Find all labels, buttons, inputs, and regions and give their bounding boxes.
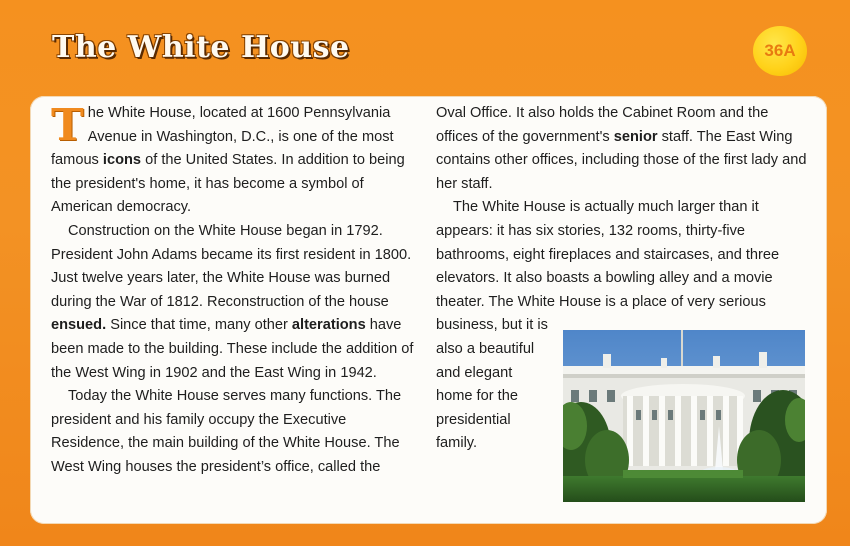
paragraph-2	[51, 220, 421, 385]
paragraph-text: Oval Office. It also holds the Cabinet Room and the offices of the government's	[436, 105, 769, 145]
paragraph-text: he White House, located at 1600 Pennsylvania Avenue in Washington, D.C., is one of the most famous	[51, 105, 394, 169]
vocab-word: senior	[613, 128, 658, 145]
vocab-word: alterations	[291, 317, 366, 334]
page-title: The White House	[52, 30, 350, 65]
paragraph-4-line: home for the	[436, 388, 518, 405]
paragraph-4-line: family.	[436, 435, 478, 452]
paragraph-3-continued	[436, 102, 812, 196]
paragraph-text: Since that time, many other	[106, 317, 292, 334]
text-panel	[30, 96, 827, 524]
vocab-word: icons	[102, 152, 142, 169]
paragraph-text: staff. The East Wing contains other offices, including those of the first lady and her staff.	[436, 128, 807, 192]
left-column	[51, 102, 421, 480]
paragraph-4-line: presidential	[436, 411, 511, 428]
paragraph-4: The White House is actually much larger than it appears: it has six stories, 132 rooms, thirty-five bathrooms, eight fireplaces and staircases, and three elevators. It also boasts a bowling alley and a movie theater. The White House is a place of very serious business, but it is	[436, 199, 780, 334]
page-badge: 36A	[753, 26, 807, 76]
drop-cap: T	[51, 100, 84, 151]
paragraph-text: have been made to the building. These include the addition of the West Wing in 1902 and the East Wing in 1942.	[51, 317, 414, 381]
paragraph-4-line: and elegant	[436, 364, 513, 381]
paragraph-3: Today the White House serves many functions. The president and his family occupy the Executive Residence, the main building of the White House. The West Wing houses the president’s office, called the	[51, 388, 402, 475]
paragraph-text: of the United States. In addition to being the president's home, it has become a symbol of American democracy.	[51, 152, 405, 216]
paragraph-1	[51, 102, 421, 220]
white-house-photo	[563, 330, 805, 502]
paragraph-text: Construction on the White House began in 1792. President John Adams became its first resident in 1800. Just twelve years later, the White House was burned during the War of 1812. Reconstruction of the house	[51, 222, 412, 310]
paragraph-4-line: also a beautiful	[436, 340, 535, 357]
vocab-word: ensued.	[51, 317, 107, 334]
